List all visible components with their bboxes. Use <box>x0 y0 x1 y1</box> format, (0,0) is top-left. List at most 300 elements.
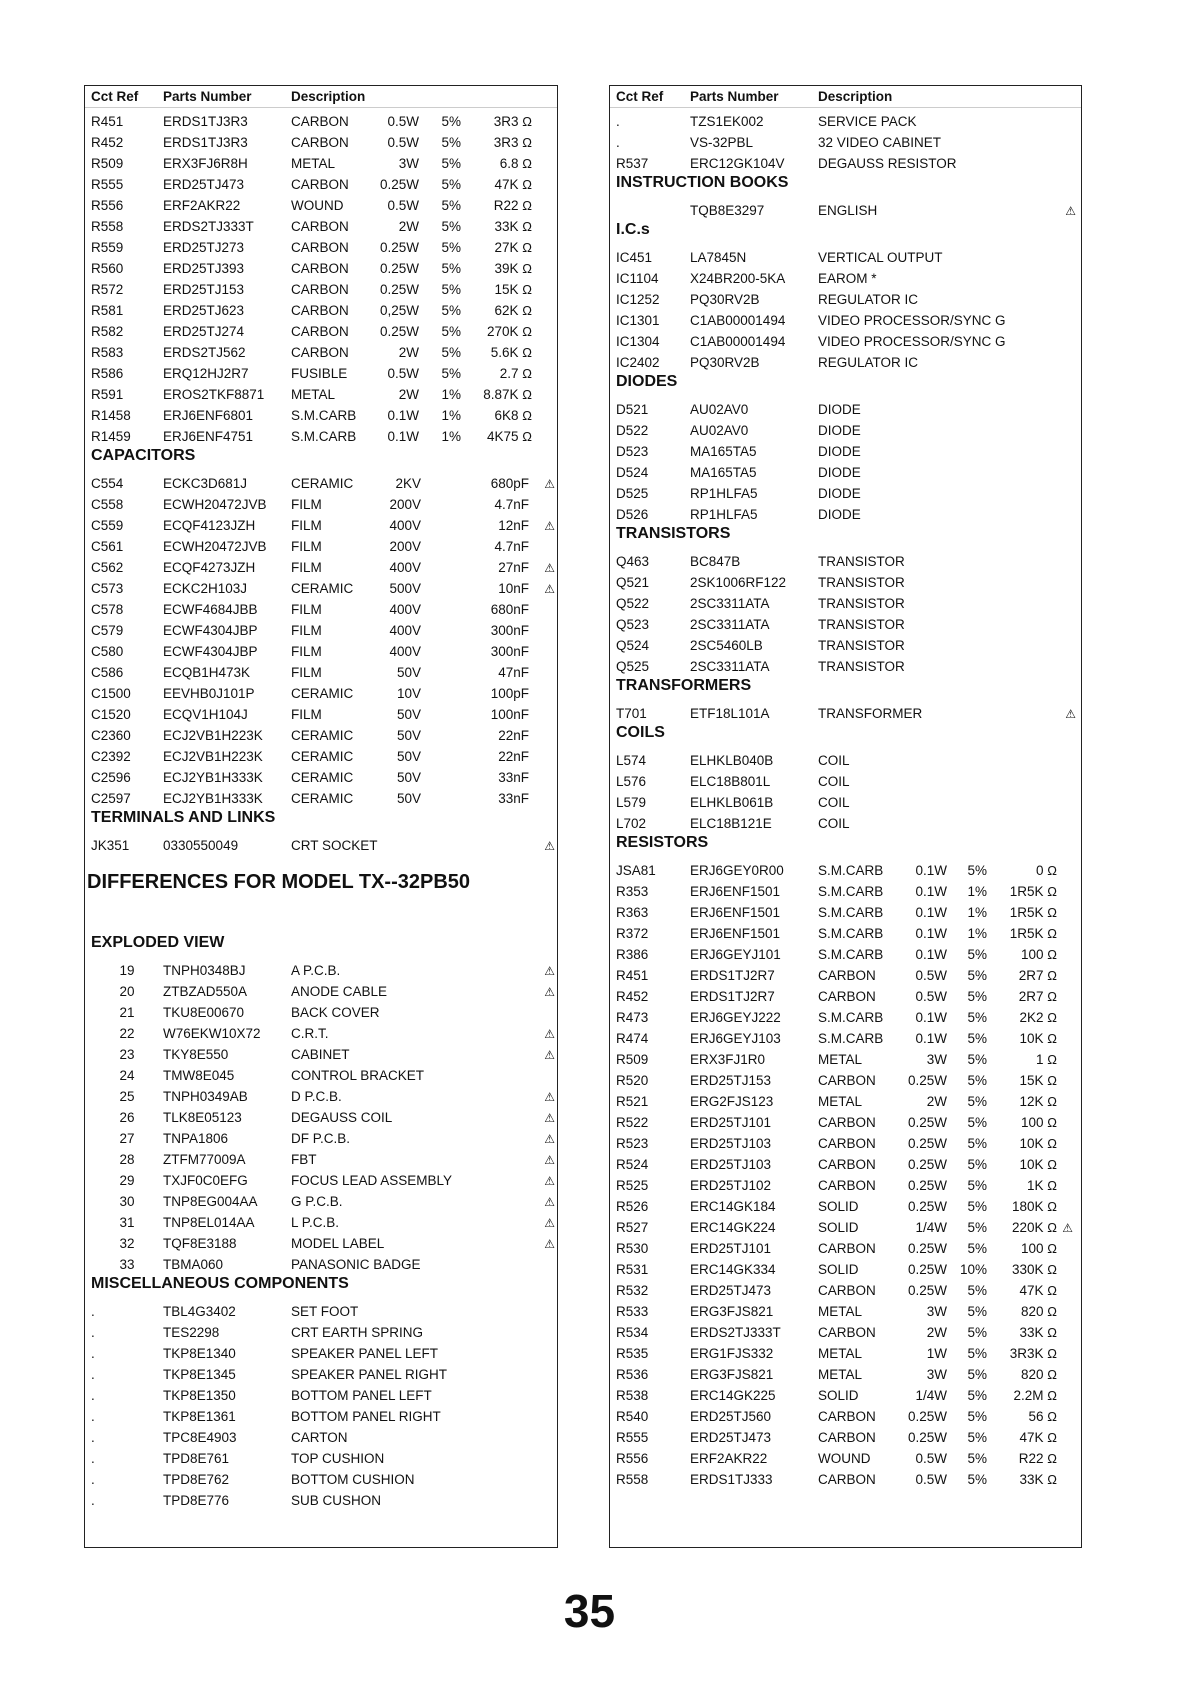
cct-ref: . <box>91 1430 95 1445</box>
parts-number: TNPA1806 <box>163 1131 229 1146</box>
parts-number: ERDS1TJ2R7 <box>690 989 775 1004</box>
parts-number: ERJ6ENF1501 <box>690 905 781 920</box>
cct-ref: . <box>616 135 620 150</box>
cct-ref: R532 <box>616 1283 649 1298</box>
parts-number: ERG2FJS123 <box>690 1094 774 1109</box>
ohm-symbol: Ω <box>1047 884 1057 899</box>
description: TRANSISTOR <box>818 617 905 632</box>
cct-ref: R555 <box>616 1430 649 1445</box>
parts-number: PQ30RV2B <box>690 355 760 370</box>
ic-row <box>610 289 1081 310</box>
resistance-value: 33K Ω <box>1019 1325 1057 1340</box>
resistor-row <box>610 1385 1081 1406</box>
tolerance: 5% <box>967 1283 987 1298</box>
cct-ref: R586 <box>91 366 124 381</box>
capacitance: 33nF <box>498 791 529 806</box>
parts-number: TNPH0349AB <box>163 1089 248 1104</box>
cct-ref: R581 <box>91 303 124 318</box>
resistance-value: 330K Ω <box>1012 1262 1057 1277</box>
tolerance: 5% <box>441 240 461 255</box>
parts-number: ECQF4123JZH <box>163 518 256 533</box>
right-rows <box>610 108 1081 1490</box>
ohm-symbol: Ω <box>1047 1010 1057 1025</box>
wattage: 0.1W <box>915 1010 947 1025</box>
wattage: 0.5W <box>915 1451 947 1466</box>
cct-ref: R558 <box>616 1472 649 1487</box>
cct-ref: . <box>91 1472 95 1487</box>
ohm-symbol: Ω <box>1047 1367 1057 1382</box>
ohm-symbol: Ω <box>1047 1157 1057 1172</box>
resistor-row <box>610 902 1081 923</box>
wattage: 0.25W <box>907 1073 947 1088</box>
wattage: 3W <box>926 1367 947 1382</box>
parts-number: C1AB00001494 <box>690 334 786 349</box>
parts-number: ERQ12HJ2R7 <box>163 366 249 381</box>
misc-row <box>85 1364 557 1385</box>
parts-number: ERJ6ENF1501 <box>690 884 781 899</box>
capacitance: 680pF <box>490 476 529 491</box>
resistance-value: 10K Ω <box>1019 1031 1057 1046</box>
parts-number: TLK8E05123 <box>163 1110 242 1125</box>
parts-number: X24BR200-5KA <box>690 271 786 286</box>
tolerance: 5% <box>967 863 987 878</box>
parts-number: ECJ2VB1H223K <box>163 728 263 743</box>
parts-number: ERF2AKR22 <box>690 1451 768 1466</box>
warning-icon: ⚠ <box>1065 706 1076 721</box>
ohm-symbol: Ω <box>1047 1430 1057 1445</box>
exploded-row <box>85 1044 557 1065</box>
parts-number: ERDS1TJ3R3 <box>163 114 248 129</box>
cct-ref: Q521 <box>616 575 650 590</box>
capacitance: 300nF <box>490 623 529 638</box>
ohm-symbol: Ω <box>1047 1472 1057 1487</box>
cct-ref: . <box>91 1304 95 1319</box>
description: DIODE <box>818 444 861 459</box>
capacitance: 4.7nF <box>494 497 529 512</box>
right-parts-table <box>609 85 1082 1548</box>
description: SOLID <box>818 1199 859 1214</box>
parts-number: ERD25TJ103 <box>690 1157 772 1172</box>
resistor-row <box>610 1175 1081 1196</box>
wattage: 0.25W <box>379 177 419 192</box>
part-row <box>610 132 1081 153</box>
resistor-row <box>610 1448 1081 1469</box>
ic-row <box>610 268 1081 289</box>
ohm-symbol: Ω <box>522 408 532 423</box>
resistance-value: 1 Ω <box>1036 1052 1057 1067</box>
wattage: 0.25W <box>379 324 419 339</box>
parts-number: ELC18B801L <box>690 774 771 789</box>
description: TRANSFORMER <box>818 706 923 721</box>
description: WOUND <box>818 1451 871 1466</box>
parts-number: ERC14GK184 <box>690 1199 776 1214</box>
transformers-heading: TRANSFORMERS <box>616 677 752 694</box>
exploded-row <box>85 1170 557 1191</box>
ohm-symbol: Ω <box>1047 1262 1057 1277</box>
ref-number: 19 <box>119 963 135 978</box>
resistance-value: 2K2 Ω <box>1019 1010 1057 1025</box>
parts-number: AU02AV0 <box>690 402 749 417</box>
ref-number: 27 <box>119 1131 135 1146</box>
parts-number: MA165TA5 <box>690 444 757 459</box>
parts-number: ERDS1TJ2R7 <box>690 968 775 983</box>
description: CARBON <box>818 1325 876 1340</box>
resistor-row <box>85 279 557 300</box>
ohm-symbol: Ω <box>1047 1094 1057 1109</box>
misc-row <box>85 1427 557 1448</box>
misc-row <box>85 1343 557 1364</box>
capacitor-row <box>85 767 557 788</box>
description: DIODE <box>818 465 861 480</box>
cct-ref: R1459 <box>91 429 131 444</box>
capacitance: 27nF <box>498 560 529 575</box>
voltage: 400V <box>389 560 421 575</box>
resistor-row <box>610 1091 1081 1112</box>
capacitor-row <box>85 620 557 641</box>
parts-number: ERD25TJ103 <box>690 1136 772 1151</box>
description: TRANSISTOR <box>818 575 905 590</box>
resistance-value: 10K Ω <box>1019 1136 1057 1151</box>
wattage: 0.5W <box>915 989 947 1004</box>
parts-number: TKP8E1350 <box>163 1388 236 1403</box>
misc-heading: MISCELLANEOUS COMPONENTS <box>91 1275 349 1292</box>
resistance-value: 100 Ω <box>1021 1115 1057 1130</box>
ohm-symbol: Ω <box>522 261 532 276</box>
cct-ref: C2392 <box>91 749 131 764</box>
cct-ref: JSA81 <box>616 863 656 878</box>
header-cct-ref: Cct Ref <box>91 89 139 104</box>
parts-number: ERC12GK104V <box>690 156 785 171</box>
cct-ref: R536 <box>616 1367 649 1382</box>
description: TRANSISTOR <box>818 659 905 674</box>
wattage: 0.5W <box>387 135 419 150</box>
description: CARBON <box>818 1409 876 1424</box>
description: ENGLISH <box>818 203 878 218</box>
cct-ref: C561 <box>91 539 124 554</box>
wattage: 1/4W <box>915 1220 947 1235</box>
resistor-row <box>610 1280 1081 1301</box>
resistor-row <box>610 1343 1081 1364</box>
parts-number: ECWF4304JBP <box>163 644 258 659</box>
diode-row <box>610 483 1081 504</box>
resistor-row <box>85 426 557 447</box>
cct-ref: IC2402 <box>616 355 660 370</box>
description: CARBON <box>818 1073 876 1088</box>
ohm-symbol: Ω <box>522 366 532 381</box>
resistor-row <box>85 216 557 237</box>
parts-number: TZS1EK002 <box>690 114 764 129</box>
voltage: 200V <box>389 497 421 512</box>
parts-number: ECQB1H473K <box>163 665 251 680</box>
wattage: 0,25W <box>379 303 419 318</box>
instruction-row <box>610 200 1081 221</box>
ic-row <box>610 352 1081 373</box>
cct-ref: R556 <box>616 1451 649 1466</box>
description: CARBON <box>818 989 876 1004</box>
parts-number: 2SC5460LB <box>690 638 763 653</box>
parts-number: ERF2AKR22 <box>163 198 241 213</box>
description: FILM <box>291 623 322 638</box>
ohm-symbol: Ω <box>1047 1388 1057 1403</box>
capacitor-row <box>85 683 557 704</box>
resistance-value: 47K Ω <box>1019 1430 1057 1445</box>
description: VERTICAL OUTPUT <box>818 250 943 265</box>
ohm-symbol: Ω <box>1047 1220 1057 1235</box>
description: CARBON <box>818 968 876 983</box>
tolerance: 5% <box>967 1367 987 1382</box>
resistor-row <box>610 1154 1081 1175</box>
description: CARBON <box>291 177 349 192</box>
description: 32 VIDEO CABINET <box>818 135 942 150</box>
parts-number: PQ30RV2B <box>690 292 760 307</box>
capacitor-row <box>85 704 557 725</box>
exploded-row <box>85 1191 557 1212</box>
tolerance: 5% <box>441 114 461 129</box>
tolerance: 5% <box>967 1157 987 1172</box>
transistor-row <box>610 572 1081 593</box>
capacitor-row <box>85 536 557 557</box>
cct-ref: IC1104 <box>616 271 659 286</box>
description: SUB CUSHON <box>291 1493 382 1508</box>
capacitor-row <box>85 515 557 536</box>
header-description: Description <box>818 89 893 104</box>
resistor-row <box>610 1469 1081 1490</box>
wattage: 2W <box>398 219 419 234</box>
exploded-row <box>85 1149 557 1170</box>
resistance-value: 100 Ω <box>1021 947 1057 962</box>
parts-number: ECQV1H104J <box>163 707 248 722</box>
parts-number: ECJ2YB1H333K <box>163 770 263 785</box>
description: CARBON <box>818 1283 876 1298</box>
description: PANASONIC BADGE <box>291 1257 421 1272</box>
ohm-symbol: Ω <box>522 198 532 213</box>
description: CARBON <box>818 1136 876 1151</box>
ohm-symbol: Ω <box>1047 1304 1057 1319</box>
ics-heading: I.C.s <box>616 221 650 238</box>
resistor-row <box>610 1112 1081 1133</box>
parts-number: ECWH20472JVB <box>163 539 267 554</box>
description: COIL <box>818 795 850 810</box>
tolerance: 5% <box>967 1220 987 1235</box>
ohm-symbol: Ω <box>1047 1073 1057 1088</box>
wattage: 0.1W <box>915 884 947 899</box>
description: DEGAUSS COIL <box>291 1110 393 1125</box>
parts-number: ERD25TJ473 <box>690 1430 772 1445</box>
resistance-value: 270K Ω <box>487 324 532 339</box>
cct-ref: C2596 <box>91 770 131 785</box>
wattage: 0.5W <box>387 114 419 129</box>
cct-ref: R525 <box>616 1178 649 1193</box>
cct-ref: R526 <box>616 1199 649 1214</box>
description: SET FOOT <box>291 1304 359 1319</box>
wattage: 2W <box>926 1325 947 1340</box>
tolerance: 1% <box>967 926 987 941</box>
warning-icon: ⚠ <box>544 1110 555 1125</box>
ohm-symbol: Ω <box>1047 947 1057 962</box>
cct-ref: R530 <box>616 1241 649 1256</box>
cct-ref: L579 <box>616 795 647 810</box>
resistance-value: 8.87K Ω <box>483 387 532 402</box>
cct-ref: IC1304 <box>616 334 660 349</box>
voltage: 400V <box>389 644 421 659</box>
exploded-row <box>85 1065 557 1086</box>
description: CERAMIC <box>291 749 354 764</box>
wattage: 0.1W <box>915 863 947 878</box>
cct-ref: . <box>91 1367 95 1382</box>
wattage: 0.25W <box>907 1241 947 1256</box>
coil-row <box>610 792 1081 813</box>
tolerance: 1% <box>441 429 461 444</box>
resistor-row <box>610 1217 1081 1238</box>
ohm-symbol: Ω <box>1047 1241 1057 1256</box>
resistance-value: 6K8 Ω <box>494 408 532 423</box>
description: S.M.CARB <box>818 863 884 878</box>
tolerance: 5% <box>967 1430 987 1445</box>
cct-ref: Q523 <box>616 617 650 632</box>
resistor-row <box>85 342 557 363</box>
wattage: 0.25W <box>907 1136 947 1151</box>
resistor-row <box>610 923 1081 944</box>
cct-ref: R556 <box>91 198 124 213</box>
capacitor-row <box>85 641 557 662</box>
voltage: 200V <box>389 539 421 554</box>
cct-ref: Q525 <box>616 659 650 674</box>
parts-number: VS-32PBL <box>690 135 754 150</box>
cct-ref: D522 <box>616 423 649 438</box>
resistance-value: 33K Ω <box>494 219 532 234</box>
left-table-header <box>85 86 557 108</box>
parts-number: ERG3FJS821 <box>690 1367 774 1382</box>
wattage: 2W <box>398 345 419 360</box>
wattage: 0.1W <box>915 1031 947 1046</box>
cct-ref: . <box>91 1451 95 1466</box>
transistor-row <box>610 614 1081 635</box>
description: FILM <box>291 665 322 680</box>
cct-ref: D524 <box>616 465 649 480</box>
cct-ref: D525 <box>616 486 649 501</box>
tolerance: 1% <box>967 905 987 920</box>
right-table-header <box>610 86 1081 108</box>
cct-ref: R555 <box>91 177 124 192</box>
exploded-view-heading: EXPLODED VIEW <box>91 934 225 951</box>
ref-number: 33 <box>119 1257 135 1272</box>
exploded-row <box>85 981 557 1002</box>
description: BOTTOM PANEL RIGHT <box>291 1409 441 1424</box>
description: TRANSISTOR <box>818 554 905 569</box>
resistor-row <box>610 1196 1081 1217</box>
capacitor-row <box>85 746 557 767</box>
description: SPEAKER PANEL RIGHT <box>291 1367 448 1382</box>
description: S.M.CARB <box>818 1031 884 1046</box>
parts-number: TKP8E1361 <box>163 1409 236 1424</box>
tolerance: 5% <box>967 989 987 1004</box>
resistance-value: 820 Ω <box>1021 1304 1057 1319</box>
parts-number: TKU8E00670 <box>163 1005 245 1020</box>
parts-number: C1AB00001494 <box>690 313 786 328</box>
resistor-row <box>610 1007 1081 1028</box>
resistance-value: 2R7 Ω <box>1018 989 1057 1004</box>
cct-ref: . <box>91 1493 95 1508</box>
voltage: 400V <box>389 623 421 638</box>
cct-ref: T701 <box>616 706 647 721</box>
coil-row <box>610 813 1081 834</box>
description: FUSIBLE <box>291 366 348 381</box>
parts-number: TBL4G3402 <box>163 1304 236 1319</box>
description: METAL <box>818 1304 863 1319</box>
resistor-row <box>85 300 557 321</box>
description: A P.C.B. <box>291 963 341 978</box>
parts-number: ECWH20472JVB <box>163 497 267 512</box>
description: CARBON <box>291 135 349 150</box>
description: DF P.C.B. <box>291 1131 351 1146</box>
resistance-value: 0 Ω <box>1036 863 1057 878</box>
parts-number: ECWF4304JBP <box>163 623 258 638</box>
parts-number: ECJ2YB1H333K <box>163 791 263 806</box>
parts-number: ERJ6GEYJ222 <box>690 1010 781 1025</box>
parts-number: ERX3FJ6R8H <box>163 156 248 171</box>
wattage: 2W <box>398 387 419 402</box>
transistor-row <box>610 593 1081 614</box>
description: METAL <box>818 1052 863 1067</box>
description: S.M.CARB <box>818 905 884 920</box>
cct-ref: . <box>91 1388 95 1403</box>
parts-number: ERJ6GEYJ103 <box>690 1031 781 1046</box>
tolerance: 5% <box>441 345 461 360</box>
resistance-value: 820 Ω <box>1021 1367 1057 1382</box>
parts-number: ERD25TJ153 <box>690 1073 772 1088</box>
exploded-row <box>85 960 557 981</box>
parts-number: ERD25TJ153 <box>163 282 245 297</box>
cct-ref: R559 <box>91 240 124 255</box>
parts-number: 2SK1006RF122 <box>690 575 787 590</box>
ref-number: 24 <box>119 1068 135 1083</box>
tolerance: 5% <box>967 1031 987 1046</box>
parts-number: ZTBZAD550A <box>163 984 248 999</box>
instruction-books-heading: INSTRUCTION BOOKS <box>616 174 789 191</box>
tolerance: 5% <box>441 219 461 234</box>
description: WOUND <box>291 198 344 213</box>
ohm-symbol: Ω <box>522 387 532 402</box>
warning-icon: ⚠ <box>544 581 555 596</box>
parts-number: ERJ6GEY0R00 <box>690 863 784 878</box>
coils-heading: COILS <box>616 724 665 741</box>
parts-number: TPD8E776 <box>163 1493 230 1508</box>
capacitance: 680nF <box>490 602 529 617</box>
description: TRANSISTOR <box>818 596 905 611</box>
misc-row <box>85 1448 557 1469</box>
ohm-symbol: Ω <box>522 135 532 150</box>
cct-ref: C1520 <box>91 707 131 722</box>
differences-title: DIFFERENCES FOR MODEL TX--32PB50 <box>87 870 471 893</box>
ohm-symbol: Ω <box>1047 1115 1057 1130</box>
warning-icon: ⚠ <box>544 1152 555 1167</box>
parts-number: ERG1FJS332 <box>690 1346 774 1361</box>
cct-ref: . <box>91 1409 95 1424</box>
parts-number: TNPH0348BJ <box>163 963 246 978</box>
description: SERVICE PACK <box>818 114 917 129</box>
cct-ref: R363 <box>616 905 649 920</box>
description: BOTTOM CUSHION <box>291 1472 415 1487</box>
resistor-row <box>85 258 557 279</box>
cct-ref: R582 <box>91 324 124 339</box>
wattage: 1/4W <box>915 1388 947 1403</box>
warning-icon: ⚠ <box>544 1194 555 1209</box>
resistor-row <box>85 321 557 342</box>
ref-number: 29 <box>119 1173 135 1188</box>
resistance-value: 15K Ω <box>1019 1073 1057 1088</box>
cct-ref: C554 <box>91 476 124 491</box>
voltage: 400V <box>389 518 421 533</box>
